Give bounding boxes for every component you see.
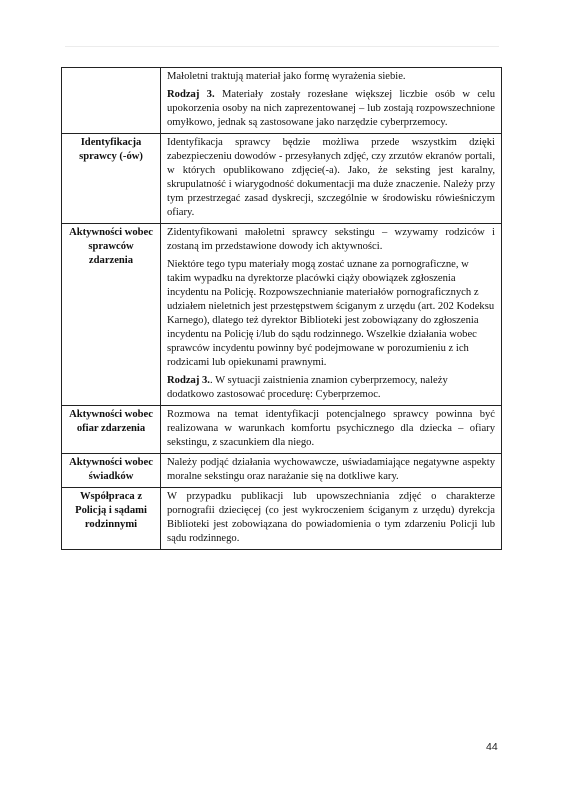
row-content xyxy=(161,224,502,406)
row-label: Aktywności wobec ofiar zdarzenia xyxy=(62,406,161,454)
paragraph xyxy=(167,88,495,130)
row-label: Współpraca z Policją i sądami rodzinnymi xyxy=(62,488,161,550)
table-row xyxy=(62,134,502,224)
row-content xyxy=(161,134,502,224)
paragraph-text: Niektóre tego typu materiały mogą zostać uznane za pornograficzne, w takim wypadku na dyrektorze placówki ciąży obowiązek zgłoszenia incydentu na Policję. Rozpowszechnianie materiałów pornograficznych z udziałem nieletnich jest przestępstwem ściganym z urzędu (art. 202 Kodeksu Karnego), dlatego też dyrektor Biblioteki jest zobowiązany do zgłoszenia incydentu na Policję i/lub do sądu rodzinnego. Wszelkie działania wobec sprawców incydentu powinny być podejmowane w porozumieniu z ich rodzicami lub opiekunami prawnymi. xyxy=(167,259,495,368)
table-row xyxy=(62,406,502,454)
paragraph-text: W przypadku publikacji lub upowszechniania zdjęć o charakterze pornografii dziecięcej (co jest wykroczeniem ściganym z urzędu) dyrekcja Biblioteki jest zobowiązana do powiadomienia o tym zdarzeniu Policji lub sądu rodzinnego. xyxy=(167,491,495,544)
table-row xyxy=(62,224,502,406)
paragraph-text: Małoletni traktują materiał jako formę wyrażenia siebie. xyxy=(167,71,406,82)
table-row xyxy=(62,68,502,134)
paragraph xyxy=(167,490,495,546)
paragraph-text: Identyfikacja sprawcy będzie możliwa przede wszystkim dzięki zabezpieczeniu dowodów - przesyłanych zdjęć, czy zrzutów ekranów portali, w których opublikowano zdjęcie(-a). Jako, że seksting jest karalny, skrupulatność i wiarygodność dokumentacji ma duże znaczenie. Należy przy tym przestrzegać zasad dyskrecji, szczególnie w środowisku rówieśniczym ofiary. xyxy=(167,137,495,218)
procedure-table xyxy=(61,67,502,550)
row-content xyxy=(161,68,502,134)
paragraph xyxy=(167,70,495,84)
table-row xyxy=(62,454,502,488)
row-content xyxy=(161,488,502,550)
paragraph xyxy=(167,374,495,402)
row-content xyxy=(161,406,502,454)
paragraph xyxy=(167,456,495,484)
paragraph xyxy=(167,258,495,370)
paragraph-text: Rozmowa na temat identyfikacji potencjalnego sprawcy powinna być realizowana w warunkach komfortu psychicznego dla dziecka – ofiary sekstingu, z szacunkiem dla niego. xyxy=(167,409,495,448)
row-label: Aktywności wobec sprawców zdarzenia xyxy=(62,224,161,406)
page-number: 44 xyxy=(486,741,498,753)
paragraph xyxy=(167,226,495,254)
row-content xyxy=(161,454,502,488)
paragraph-lead: Rodzaj 3. xyxy=(167,89,215,100)
row-label: Aktywności wobec świadków xyxy=(62,454,161,488)
paragraph-text: . W sytuacji zaistnienia znamion cyberprzemocy, należy dodatkowo zastosować procedurę: Cyberprzemoc. xyxy=(167,375,448,400)
header-rule xyxy=(65,46,499,47)
row-label: Identyfikacja sprawcy (-ów) xyxy=(62,134,161,224)
paragraph-text: Materiały zostały rozesłane większej liczbie osób w celu upokorzenia osoby na nich zaprezentowanej – lub zostają rozpowszechnione omyłkowo, jednak są zastosowane jako narzędzie cyberprzemocy. xyxy=(167,89,495,128)
row-label xyxy=(62,68,161,134)
table-row xyxy=(62,488,502,550)
paragraph xyxy=(167,408,495,450)
paragraph-text: Zidentyfikowani małoletni sprawcy sekstingu – wzywamy rodziców i zostaną im przedstawione dowody ich aktywności. xyxy=(167,227,495,252)
paragraph-text: Należy podjąć działania wychowawcze, uświadamiające negatywne aspekty moralne sekstingu oraz narażanie się na dotkliwe kary. xyxy=(167,457,495,482)
paragraph-lead: Rodzaj 3. xyxy=(167,375,210,386)
paragraph xyxy=(167,136,495,220)
